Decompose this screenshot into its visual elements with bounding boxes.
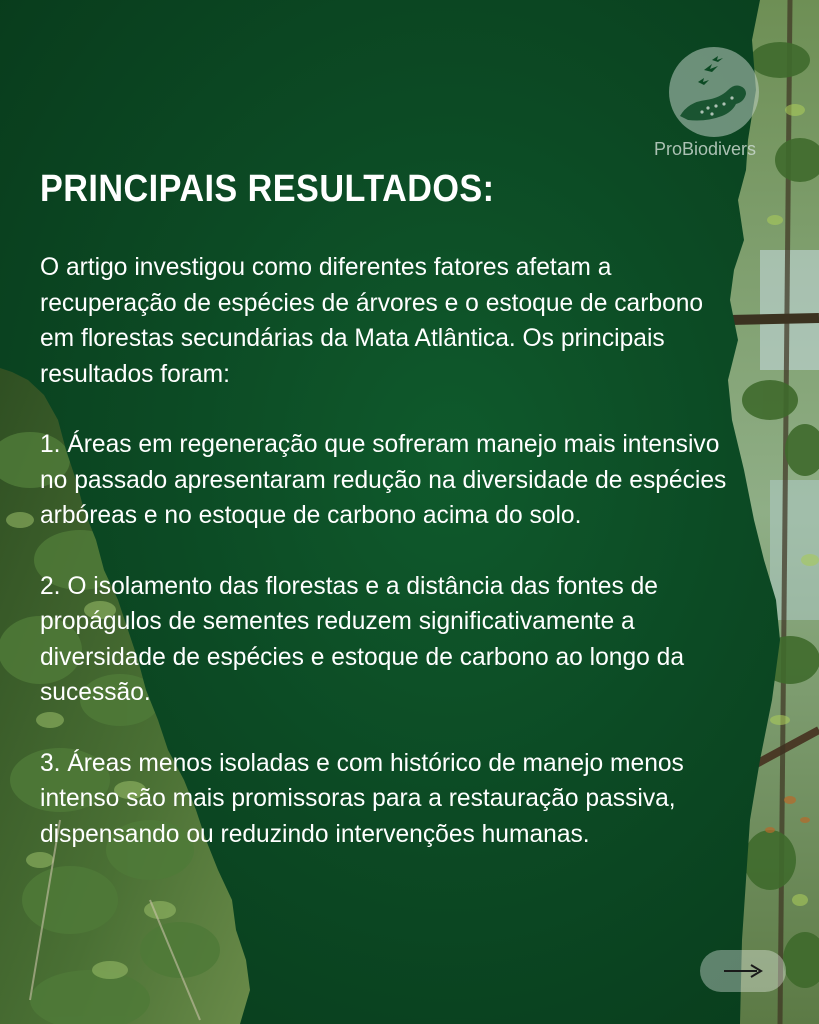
jaguar-birds-logo-icon <box>668 46 760 138</box>
arrow-right-icon <box>723 964 763 978</box>
results-text <box>40 250 730 887</box>
intro-paragraph: O artigo investigou como diferentes fatores afetam a recuperação de espécies de árvores e o estoque de carbono em florestas secundárias da Mata Atlântica. Os principais resultados foram: <box>40 254 704 388</box>
next-slide-button[interactable] <box>700 950 786 992</box>
result-item-2: 2. O isolamento das florestas e a distância das fontes de propágulos de sementes reduzem significativamente a diversidade de espécies e estoque de carbono ao longo da sucessão. <box>40 572 685 706</box>
logo-wordmark: ProBiodivers <box>654 139 757 159</box>
result-item-3: 3. Áreas menos isoladas e com histórico de manejo menos intenso são mais promissoras para a restauração passiva, dispensando ou reduzindo intervenções humanas. <box>40 749 684 848</box>
page-title: PRINCIPAIS RESULTADOS: <box>40 168 495 210</box>
result-item-1: 1. Áreas em regeneração que sofreram manejo mais intensivo no passado apresentaram redução na diversidade de espécies arbóreas e no estoque de carbono acima do solo. <box>40 431 727 529</box>
